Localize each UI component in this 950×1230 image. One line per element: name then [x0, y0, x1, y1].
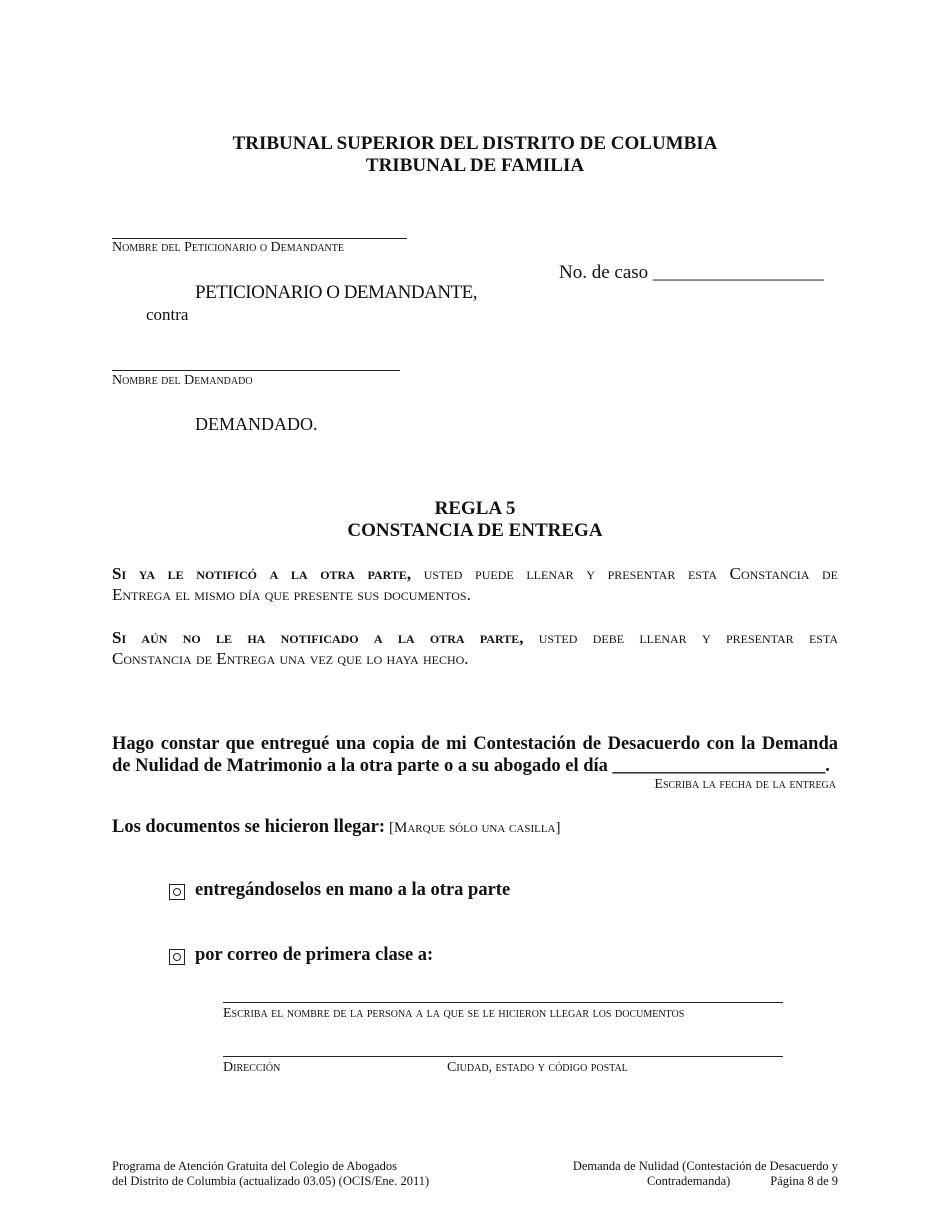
address-label: Dirección	[223, 1060, 281, 1075]
page-number: Página 8 de 9	[770, 1174, 838, 1188]
instruction-served	[112, 564, 838, 584]
delivery-hint: [Marque sólo una casilla]	[389, 820, 561, 836]
instruction-not-served	[112, 628, 838, 648]
certification-line1: Hago constar que entregué una copia de mi Contestación de Desacuerdo con la Demanda	[112, 734, 838, 754]
recipient-name-label: Escriba el nombre de la persona a la que se le hicieron llegar los documentos	[223, 1006, 685, 1021]
certification-date-field[interactable]: de Nulidad de Matrimonio a la otra parte o a su abogado el día _______________________.	[112, 756, 830, 776]
hand-delivery-checkbox[interactable]	[169, 884, 185, 900]
document-title: CONSTANCIA DE ENTREGA	[347, 520, 603, 541]
rule-title: REGLA 5	[434, 498, 516, 519]
hand-delivery-label: entregándoselos en mano a la otra parte	[195, 880, 511, 900]
date-label: Escriba la fecha de la entrega	[654, 777, 836, 792]
address-line[interactable]	[223, 1056, 783, 1057]
footer-program-line2: del Distrito de Columbia (actualizado 03.05) (OCIS/Ene. 2011)	[112, 1174, 430, 1188]
instruction-served-text: usted puede llenar y presentar esta Constancia de	[411, 564, 838, 583]
delivery-question-text: Los documentos se hicieron llegar:	[112, 817, 386, 837]
mail-delivery-checkbox[interactable]	[169, 949, 185, 965]
footer-document-name-cont	[647, 1174, 838, 1189]
instruction-not-served-text: usted debe llenar y presentar esta	[523, 628, 838, 647]
respondent-name-label: Nombre del Demandado	[112, 373, 253, 388]
versus-label: contra	[146, 305, 189, 324]
instruction-served-lead: Si ya le notificó a la otra parte,	[112, 564, 412, 583]
city-state-zip-label: Ciudad, estado y código postal	[447, 1060, 628, 1075]
instruction-served-line2: Entrega el mismo día que presente sus documentos.	[112, 585, 471, 604]
court-name: TRIBUNAL SUPERIOR DEL DISTRITO DE COLUMBIA	[232, 133, 718, 154]
petitioner-role: PETICIONARIO O DEMANDANTE,	[195, 282, 478, 303]
case-number-field[interactable]: No. de caso __________________	[559, 262, 824, 283]
recipient-name-line[interactable]	[223, 1002, 783, 1003]
footer-program-line1: Programa de Atención Gratuita del Colegio de Abogados	[112, 1159, 398, 1173]
court-division: TRIBUNAL DE FAMILIA	[365, 155, 585, 176]
mail-delivery-label: por correo de primera clase a:	[195, 945, 434, 965]
delivery-question	[112, 817, 561, 838]
instruction-not-served-line2: Constancia de Entrega una vez que lo haya hecho.	[112, 649, 469, 668]
respondent-name-line[interactable]	[112, 370, 400, 371]
petitioner-name-line[interactable]	[112, 238, 407, 239]
footer-document-name: Demanda de Nulidad (Contestación de Desacuerdo y	[572, 1159, 838, 1173]
instruction-not-served-lead: Si aún no le ha notificado a la otra parte,	[112, 628, 524, 647]
footer-document-name-end: Contrademanda)	[646, 1174, 731, 1188]
respondent-role: DEMANDADO.	[195, 414, 318, 434]
petitioner-name-label: Nombre del Peticionario o Demandante	[112, 240, 344, 255]
